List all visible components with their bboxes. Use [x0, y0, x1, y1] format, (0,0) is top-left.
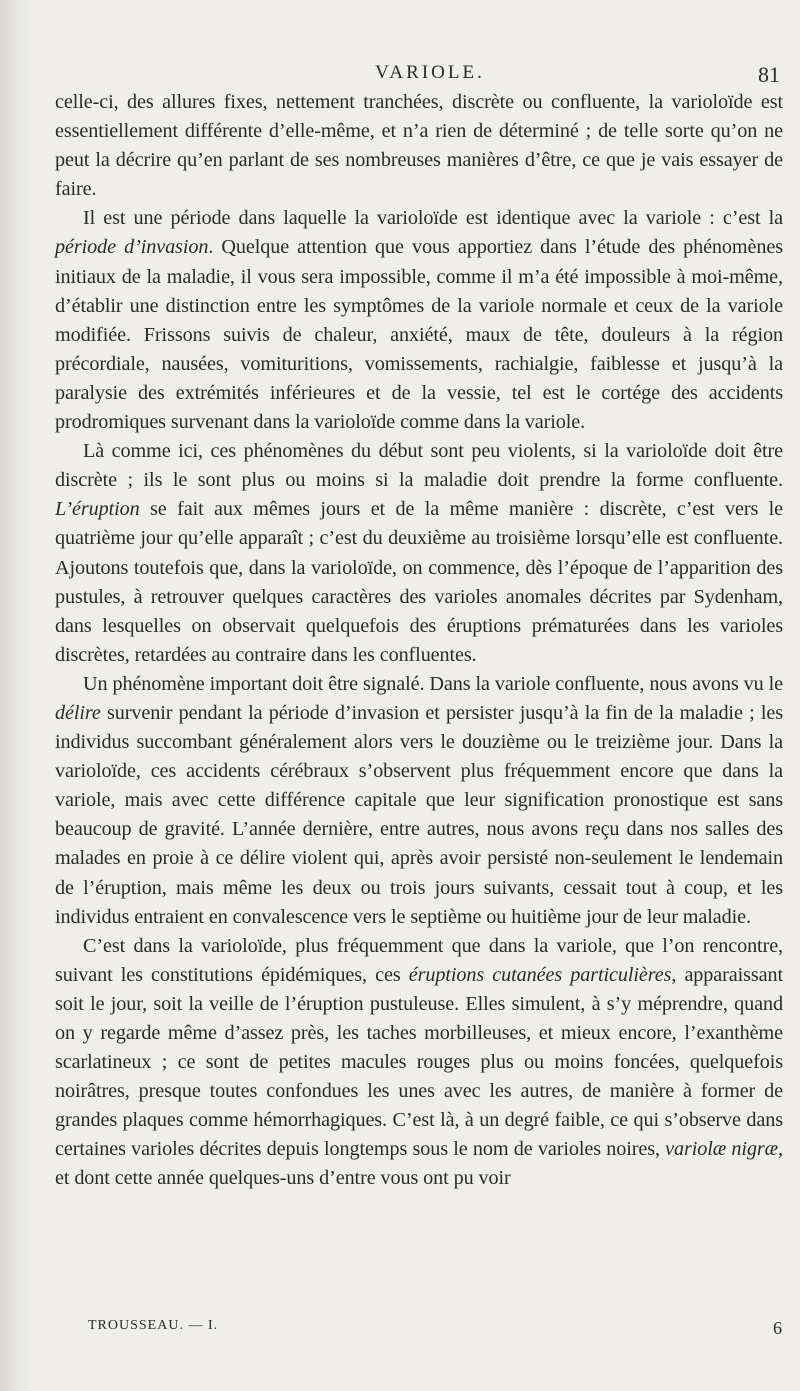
paragraph [55, 670, 783, 932]
italic-term: L’éruption [55, 498, 140, 521]
page-binding-shadow [0, 0, 28, 1391]
text-run: , apparaissant soit le jour, soit la veille de l’éruption pustuleuse. Elles simulent, à s’y méprendre, quand on y regarde même d’assez près, les taches morbilleuses, et mieux encore, l’exanthème scarlatineux ; ce sont de petites macules rouges plus ou moins foncées, quelquefois noirâtres, presque toutes confondues les unes avec les autres, de manière à former de grandes plaques comme hémorrhagiques. C’est là, à un degré faible, ce qui s’observe dans certaines varioles décrites depuis longtemps sous le nom de varioles noires, [55, 963, 784, 1161]
body-text [55, 88, 783, 1194]
paragraph [55, 204, 783, 437]
page-number: 81 [758, 62, 780, 87]
text-run: Là comme ici, ces phénomènes du début sont peu violents, si la varioloïde doit être discrète ; ils le sont plus ou moins si la maladie doit prendre la forme confluente. [55, 440, 783, 492]
text-run: se fait aux mêmes jours et de la même manière : discrète, c’est vers le quatrième jour qu’elle apparaît ; c’est du deuxième au troisième lorsqu’elle est confluente. Ajoutons toutefois que, dans la varioloïde, on commence, dès l’époque de l’apparition des pustules, à retrouver quelques caractères des varioles anomales décrites par Sydenham, dans lesquelles on observait quelquefois des éruptions prématurées dans les varioles discrètes, retardées au contraire dans les confluentes. [55, 498, 783, 666]
italic-term: délire [55, 701, 101, 724]
page-footer [88, 1318, 783, 1342]
text-run: Il est une période dans laquelle la varioloïde est identique avec la variole : c’est la [83, 207, 783, 230]
text-run: , et dont cette année quelques-uns d’entre vous ont pu voir [55, 1138, 783, 1190]
paragraph [55, 932, 783, 1194]
paragraph [55, 437, 783, 670]
italic-term: variolæ nigræ [665, 1138, 779, 1161]
printer-mark: TROUSSEAU. — I. [88, 1318, 219, 1333]
running-head: VARIOLE. [375, 62, 485, 83]
text-run: . Quelque attention que vous apportiez dans l’étude des phénomènes initiaux de la maladie, il vous sera impossible, comme il m’a été impossible à moi-même, d’établir une distinction entre les symptômes de la variole normale et ceux de la variole modifiée. Frissons suivis de chaleur, anxiété, maux de tête, douleurs à la région précordiale, nausées, vomituritions, vomissements, rachialgie, faiblesse et jusqu’à la paralysie des extrémités inférieures et de la vessie, tel est le cortége des accidents prodromiques survenant dans la varioloïde comme dans la variole. [55, 236, 783, 434]
italic-term: éruptions cutanées particulières [408, 963, 672, 986]
italic-term: période d’invasion [55, 236, 209, 259]
signature-mark: 6 [773, 1318, 783, 1338]
text-run: Un phénomène important doit être signalé. Dans la variole confluente, nous avons vu le [83, 672, 783, 695]
text-run: C’est dans la varioloïde, plus fréquemment que dans la variole, que l’on rencontre, suivant les constitutions épidémiques, ces [55, 934, 783, 986]
text-run: celle-ci, des allures fixes, nettement tranchées, discrète ou confluente, la varioloïde est essentiellement différente d’elle-même, et n’a rien de déterminé ; de telle sorte qu’on ne peut la décrire qu’en parlant de ses nombreuses manières d’être, ce que je vais essayer de faire. [55, 91, 783, 201]
text-run: survenir pendant la période d’invasion et persister jusqu’à la fin de la maladie ; les individus succombant généralement alors vers le douzième ou le treizième jour. Dans la varioloïde, ces accidents cérébraux s’observent plus fréquemment encore que dans la variole, mais avec cette différence capitale que leur signification pronostique est sans beaucoup de gravité. L’année dernière, entre autres, nous avons reçu dans nos salles des malades en proie à ce délire violent qui, après avoir persisté non-seulement le lendemain de l’éruption, mais même les deux ou trois jours suivants, cessait tout à coup, et les individus entraient en convalescence vers le septième ou huitième jour de leur maladie. [55, 701, 783, 928]
paragraph [55, 88, 783, 204]
